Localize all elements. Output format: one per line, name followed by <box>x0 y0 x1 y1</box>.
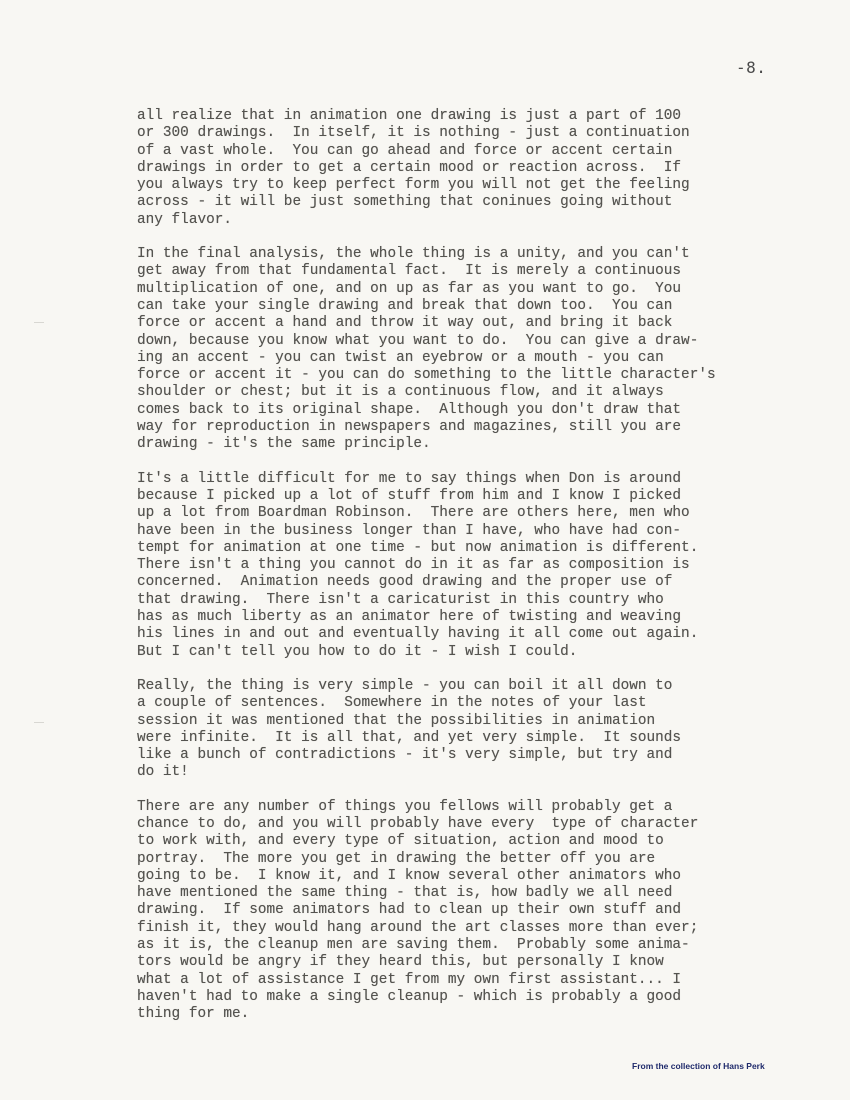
text-line: because I picked up a lot of stuff from him and I know I picked <box>137 487 682 504</box>
margin-mark <box>34 322 44 323</box>
collection-credit: From the collection of Hans Perk <box>632 1061 765 1071</box>
paragraph-2 <box>137 246 817 454</box>
text-line: drawing. If some animators had to clean up their own stuff and <box>137 902 682 919</box>
text-line: like a bunch of contradictions - it's very simple, but try and <box>137 747 673 764</box>
text-line: going to be. I know it, and I know several other animators who <box>137 867 682 884</box>
text-line: Really, the thing is very simple - you can boil it all down to <box>137 677 673 694</box>
text-line: of a vast whole. You can go ahead and force or accent certain <box>137 142 673 159</box>
text-line: that drawing. There isn't a caricaturist in this country who <box>137 591 664 608</box>
page-number: -8. <box>736 58 767 77</box>
text-line: chance to do, and you will probably have every type of character <box>137 815 699 832</box>
text-line: have mentioned the same thing - that is, how badly we all need <box>137 885 673 902</box>
text-line: There are any number of things you fellows will probably get a <box>137 798 673 815</box>
text-line: do it! <box>137 764 189 781</box>
text-line: finish it, they would hang around the art classes more than ever; <box>137 919 699 936</box>
margin-mark <box>34 722 44 723</box>
text-line: to work with, and every type of situation, action and mood to <box>137 833 664 850</box>
text-line: tempt for animation at one time - but now animation is different. <box>137 539 699 556</box>
text-line: In the final analysis, the whole thing is a unity, and you can't <box>137 246 690 263</box>
text-line: It's a little difficult for me to say things when Don is around <box>137 470 682 487</box>
text-line: a couple of sentences. Somewhere in the notes of your last <box>137 695 647 712</box>
text-line: drawing - it's the same principle. <box>137 436 431 453</box>
text-line: haven't had to make a single cleanup - which is probably a good <box>137 988 682 1005</box>
text-line: down, because you know what you want to do. You can give a draw- <box>137 332 699 349</box>
text-line: have been in the business longer than I have, who have had con- <box>137 522 682 539</box>
text-line: can take your single drawing and break that down too. You can <box>137 297 673 314</box>
text-line: way for reproduction in newspapers and magazines, still you are <box>137 419 682 436</box>
text-line: comes back to its original shape. Although you don't draw that <box>137 401 682 418</box>
text-line: his lines in and out and eventually having it all come out again. <box>137 626 699 643</box>
text-line: multiplication of one, and on up as far as you want to go. You <box>137 280 682 297</box>
text-line: any flavor. <box>137 211 232 228</box>
text-line: has as much liberty as an animator here of twisting and weaving <box>137 609 682 626</box>
text-line: shoulder or chest; but it is a continuous flow, and it always <box>137 384 664 401</box>
text-line: you always try to keep perfect form you will not get the feeling <box>137 177 690 194</box>
paragraph-4 <box>137 678 817 782</box>
text-line: as it is, the cleanup men are saving them. Probably some anima- <box>137 937 690 954</box>
text-line: portray. The more you get in drawing the better off you are <box>137 850 656 867</box>
text-line: concerned. Animation needs good drawing and the proper use of <box>137 574 673 591</box>
text-line: There isn't a thing you cannot do in it as far as composition is <box>137 557 690 574</box>
text-line: all realize that in animation one drawing is just a part of 100 <box>137 108 682 124</box>
text-line: across - it will be just something that coninues going without <box>137 194 673 211</box>
text-line: what a lot of assistance I get from my own first assistant... I <box>137 971 682 988</box>
paragraph-3 <box>137 471 817 661</box>
paragraph-5 <box>137 799 817 1024</box>
text-line: force or accent it - you can do something to the little character's <box>137 367 716 384</box>
text-line: get away from that fundamental fact. It is merely a continuous <box>137 263 682 280</box>
text-line: ing an accent - you can twist an eyebrow or a mouth - you can <box>137 349 664 366</box>
text-line: session it was mentioned that the possibilities in animation <box>137 712 656 729</box>
text-line: drawings in order to get a certain mood or reaction across. If <box>137 159 682 176</box>
paragraph-1 <box>137 108 817 229</box>
text-line: force or accent a hand and throw it way out, and bring it back <box>137 315 673 332</box>
text-line: thing for me. <box>137 1006 250 1023</box>
typed-body <box>137 108 817 1024</box>
text-line: were infinite. It is all that, and yet very simple. It sounds <box>137 729 682 746</box>
text-line: tors would be angry if they heard this, but personally I know <box>137 954 664 971</box>
text-line: But I can't tell you how to do it - I wish I could. <box>137 643 578 660</box>
text-line: or 300 drawings. In itself, it is nothing - just a continuation <box>137 125 690 142</box>
text-line: up a lot from Boardman Robinson. There are others here, men who <box>137 505 690 522</box>
